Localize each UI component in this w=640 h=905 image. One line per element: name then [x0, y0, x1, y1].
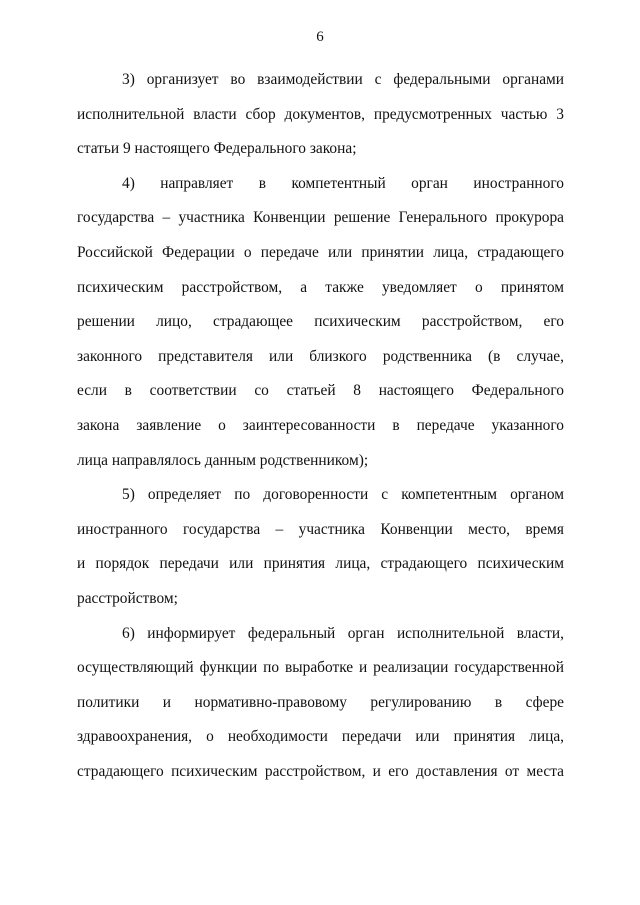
paragraph-line: лица направлялось данным родственником); — [77, 451, 369, 469]
document-body — [77, 63, 564, 789]
paragraph-line: законного представителя или близкого родственника (в случае, — [77, 347, 564, 365]
paragraph-line: политики и нормативно-правовому регулированию в сфере — [77, 693, 564, 711]
paragraph-item-3 — [77, 63, 564, 167]
page-number: 6 — [316, 29, 324, 45]
paragraph-line: осуществляющий функции по выработке и реализации государственной — [77, 659, 564, 677]
paragraph-line: 3) организует во взаимодействии с федеральными органами — [122, 71, 564, 88]
paragraph-line: статьи 9 настоящего Федерального закона; — [77, 140, 357, 158]
paragraph-line: если в соответствии со статьей 8 настоящего Федерального — [77, 382, 564, 400]
paragraph-line: расстройством; — [77, 589, 178, 607]
paragraph-line: исполнительной власти сбор документов, предусмотренных частью 3 — [77, 105, 564, 123]
paragraph-line: иностранного государства – участника Конвенции место, время — [77, 520, 564, 538]
paragraph-line: Российской Федерации о передаче или принятии лица, страдающего — [77, 243, 564, 261]
paragraph-line: и порядок передачи или принятия лица, страдающего психическим — [77, 555, 564, 573]
paragraph-line: страдающего психическим расстройством, и его доставления от места — [77, 762, 564, 780]
paragraph-line: решении лицо, страдающее психическим расстройством, его — [77, 313, 564, 331]
paragraph-line: 5) определяет по договоренности с компетентным органом — [122, 486, 564, 504]
paragraph-line: 4) направляет в компетентный орган иностранного — [122, 174, 564, 192]
paragraph-line: государства – участника Конвенции решение Генерального прокурора — [77, 209, 564, 227]
paragraph-item-6 — [77, 617, 564, 790]
paragraph-line: 6) информирует федеральный орган исполнительной власти, — [122, 624, 564, 642]
paragraph-line: психическим расстройством, а также уведомляет о принятом — [77, 278, 564, 296]
paragraph-item-4 — [77, 167, 564, 478]
paragraph-line: здравоохранения, о необходимости передачи или принятия лица, — [77, 728, 564, 746]
paragraph-line: закона заявление о заинтересованности в передаче указанного — [77, 416, 564, 434]
paragraph-item-5 — [77, 478, 564, 616]
